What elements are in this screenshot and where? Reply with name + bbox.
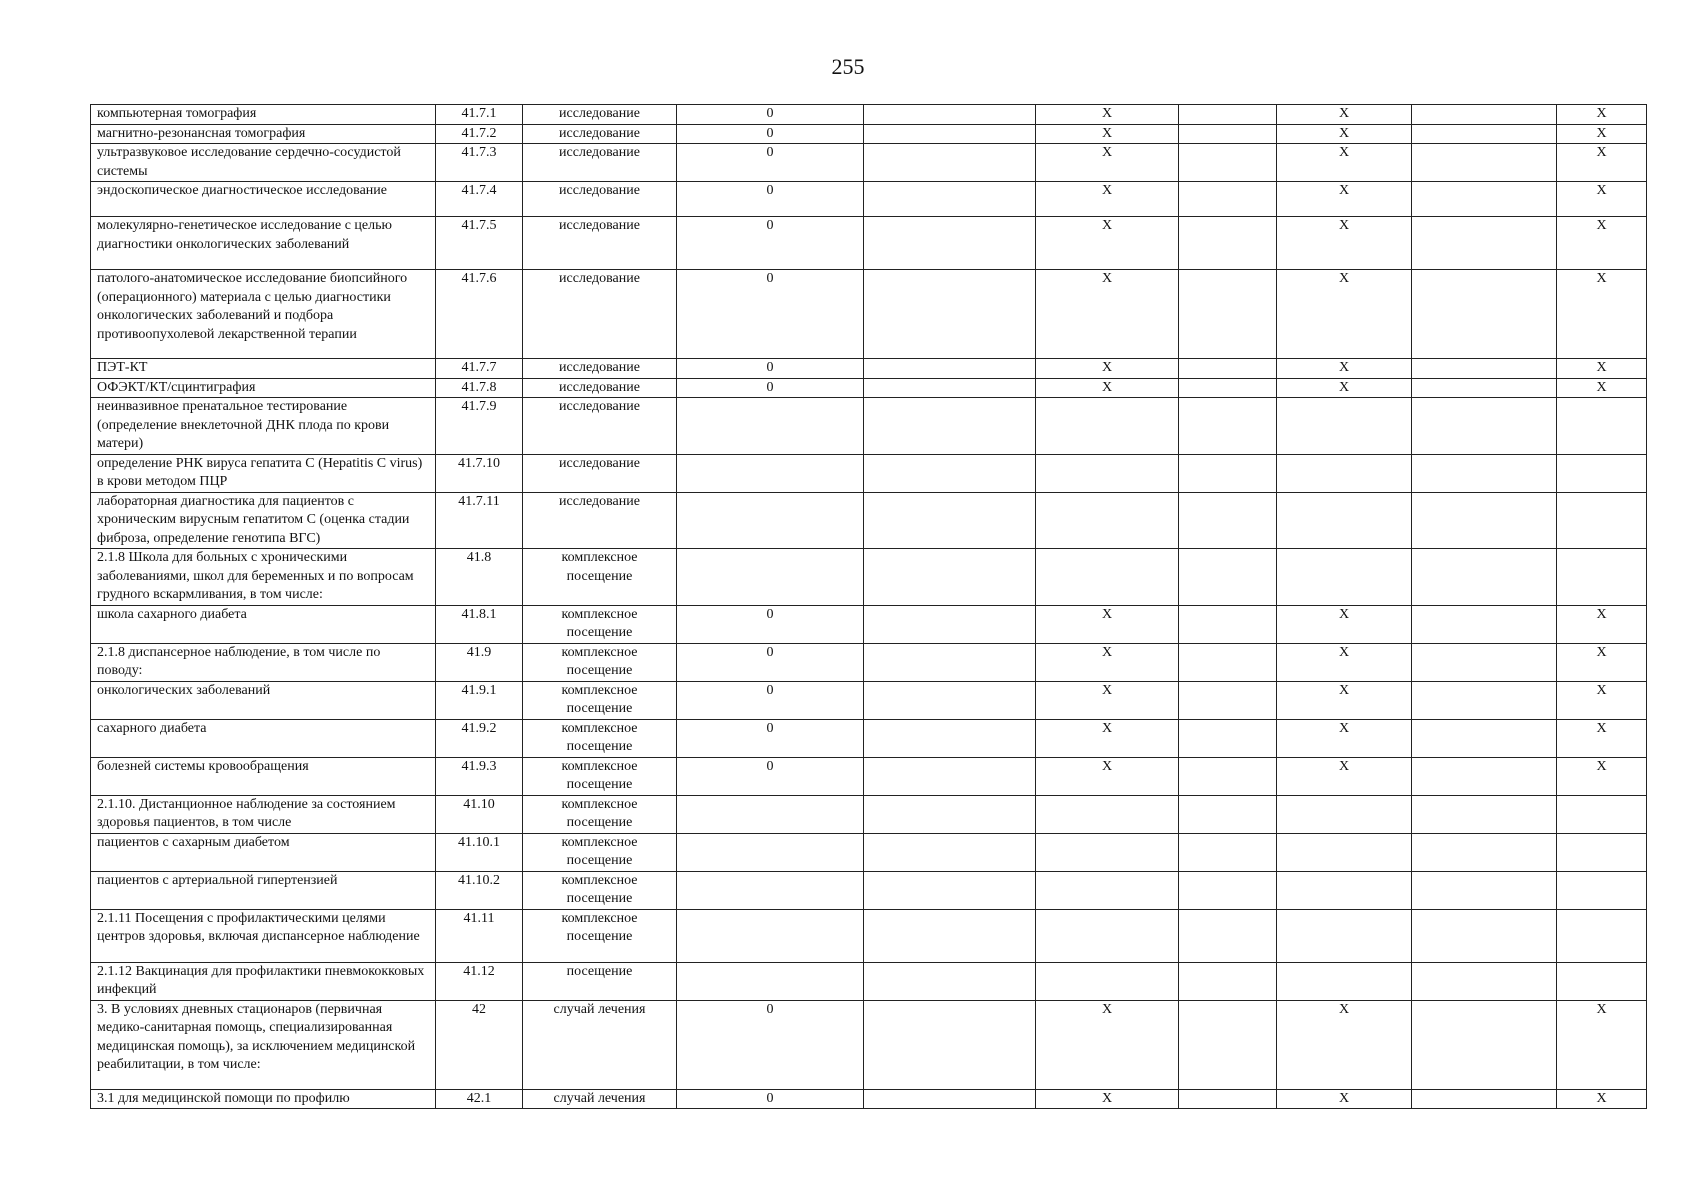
row-value-cell: 0 bbox=[677, 1089, 864, 1109]
row-mark-cell bbox=[1277, 871, 1412, 909]
row-mark-cell: X bbox=[1036, 124, 1179, 144]
row-mark-cell: X bbox=[1557, 105, 1647, 125]
row-mark-cell: X bbox=[1277, 217, 1412, 270]
row-name-cell: ОФЭКТ/КТ/сцинтиграфия bbox=[91, 378, 436, 398]
table-row bbox=[91, 833, 1647, 871]
row-mark-cell bbox=[1277, 454, 1412, 492]
row-empty-cell bbox=[864, 454, 1036, 492]
row-unit-cell: исследование bbox=[523, 359, 677, 379]
table-body bbox=[91, 105, 1647, 1109]
table-row bbox=[91, 1089, 1647, 1109]
row-code-cell: 41.9 bbox=[436, 643, 523, 681]
row-code-cell: 41.10.2 bbox=[436, 871, 523, 909]
row-empty-cell bbox=[1412, 757, 1557, 795]
table-row bbox=[91, 144, 1647, 182]
row-empty-cell bbox=[1179, 359, 1277, 379]
row-mark-cell: X bbox=[1557, 605, 1647, 643]
row-code-cell: 41.7.5 bbox=[436, 217, 523, 270]
row-mark-cell: X bbox=[1036, 270, 1179, 359]
table-row bbox=[91, 909, 1647, 962]
row-empty-cell bbox=[1179, 124, 1277, 144]
row-name-cell: пациентов с артериальной гипертензией bbox=[91, 871, 436, 909]
row-empty-cell bbox=[1412, 962, 1557, 1000]
row-mark-cell bbox=[1036, 833, 1179, 871]
row-code-cell: 41.7.9 bbox=[436, 398, 523, 455]
row-mark-cell: X bbox=[1036, 605, 1179, 643]
table-row bbox=[91, 454, 1647, 492]
row-mark-cell bbox=[1557, 549, 1647, 606]
row-empty-cell bbox=[1412, 270, 1557, 359]
row-empty-cell bbox=[1179, 1089, 1277, 1109]
row-mark-cell bbox=[1277, 549, 1412, 606]
row-name-cell: ПЭТ-КТ bbox=[91, 359, 436, 379]
row-empty-cell bbox=[864, 643, 1036, 681]
row-mark-cell bbox=[1277, 398, 1412, 455]
row-empty-cell bbox=[1412, 719, 1557, 757]
row-value-cell: 0 bbox=[677, 757, 864, 795]
row-mark-cell bbox=[1036, 795, 1179, 833]
row-mark-cell bbox=[1036, 492, 1179, 549]
row-mark-cell: X bbox=[1277, 681, 1412, 719]
row-empty-cell bbox=[1412, 492, 1557, 549]
row-value-cell: 0 bbox=[677, 681, 864, 719]
row-mark-cell: X bbox=[1277, 105, 1412, 125]
row-value-cell bbox=[677, 962, 864, 1000]
row-empty-cell bbox=[1179, 871, 1277, 909]
row-empty-cell bbox=[1412, 398, 1557, 455]
row-empty-cell bbox=[1179, 909, 1277, 962]
row-mark-cell bbox=[1036, 962, 1179, 1000]
row-code-cell: 41.7.7 bbox=[436, 359, 523, 379]
row-empty-cell bbox=[1179, 605, 1277, 643]
row-name-cell: магнитно-резонансная томография bbox=[91, 124, 436, 144]
row-mark-cell: X bbox=[1557, 217, 1647, 270]
row-unit-cell: комплексное посещение bbox=[523, 643, 677, 681]
row-empty-cell bbox=[1179, 1000, 1277, 1089]
row-name-cell: 2.1.12 Вакцинация для профилактики пневмококковых инфекций bbox=[91, 962, 436, 1000]
row-unit-cell: исследование bbox=[523, 105, 677, 125]
row-unit-cell: комплексное посещение bbox=[523, 549, 677, 606]
row-mark-cell: X bbox=[1277, 270, 1412, 359]
row-empty-cell bbox=[1412, 124, 1557, 144]
row-value-cell bbox=[677, 909, 864, 962]
row-name-cell: ультразвуковое исследование сердечно-сосудистой системы bbox=[91, 144, 436, 182]
row-code-cell: 41.12 bbox=[436, 962, 523, 1000]
row-unit-cell: комплексное посещение bbox=[523, 605, 677, 643]
row-empty-cell bbox=[864, 359, 1036, 379]
row-code-cell: 42.1 bbox=[436, 1089, 523, 1109]
row-empty-cell bbox=[1412, 1089, 1557, 1109]
table-row bbox=[91, 962, 1647, 1000]
row-code-cell: 41.7.6 bbox=[436, 270, 523, 359]
row-empty-cell bbox=[864, 1000, 1036, 1089]
row-mark-cell: X bbox=[1036, 643, 1179, 681]
row-unit-cell: исследование bbox=[523, 182, 677, 217]
row-code-cell: 41.7.4 bbox=[436, 182, 523, 217]
row-empty-cell bbox=[864, 182, 1036, 217]
row-mark-cell bbox=[1557, 454, 1647, 492]
row-mark-cell: X bbox=[1277, 605, 1412, 643]
row-mark-cell bbox=[1036, 909, 1179, 962]
row-mark-cell: X bbox=[1036, 217, 1179, 270]
row-mark-cell: X bbox=[1557, 643, 1647, 681]
table-row bbox=[91, 217, 1647, 270]
row-unit-cell: исследование bbox=[523, 270, 677, 359]
row-name-cell: онкологических заболеваний bbox=[91, 681, 436, 719]
row-empty-cell bbox=[1412, 217, 1557, 270]
row-empty-cell bbox=[864, 909, 1036, 962]
row-unit-cell: комплексное посещение bbox=[523, 833, 677, 871]
row-mark-cell: X bbox=[1557, 681, 1647, 719]
row-empty-cell bbox=[1412, 871, 1557, 909]
row-mark-cell: X bbox=[1036, 719, 1179, 757]
row-code-cell: 41.9.2 bbox=[436, 719, 523, 757]
row-empty-cell bbox=[1179, 105, 1277, 125]
row-mark-cell: X bbox=[1557, 359, 1647, 379]
row-empty-cell bbox=[1179, 270, 1277, 359]
row-empty-cell bbox=[1179, 398, 1277, 455]
row-mark-cell: X bbox=[1557, 757, 1647, 795]
row-mark-cell: X bbox=[1557, 1089, 1647, 1109]
row-mark-cell: X bbox=[1036, 1000, 1179, 1089]
row-mark-cell: X bbox=[1036, 105, 1179, 125]
row-unit-cell: исследование bbox=[523, 454, 677, 492]
row-unit-cell: исследование bbox=[523, 144, 677, 182]
row-empty-cell bbox=[864, 217, 1036, 270]
row-empty-cell bbox=[864, 962, 1036, 1000]
table-row bbox=[91, 105, 1647, 125]
row-empty-cell bbox=[1179, 962, 1277, 1000]
row-mark-cell: X bbox=[1277, 182, 1412, 217]
row-name-cell: пациентов с сахарным диабетом bbox=[91, 833, 436, 871]
row-empty-cell bbox=[864, 833, 1036, 871]
row-empty-cell bbox=[864, 398, 1036, 455]
row-value-cell: 0 bbox=[677, 144, 864, 182]
table-row bbox=[91, 1000, 1647, 1089]
row-empty-cell bbox=[1179, 681, 1277, 719]
row-empty-cell bbox=[1179, 833, 1277, 871]
row-code-cell: 41.10.1 bbox=[436, 833, 523, 871]
row-mark-cell: X bbox=[1036, 378, 1179, 398]
row-unit-cell: комплексное посещение bbox=[523, 719, 677, 757]
row-mark-cell bbox=[1277, 833, 1412, 871]
row-value-cell bbox=[677, 833, 864, 871]
row-empty-cell bbox=[1412, 359, 1557, 379]
row-empty-cell bbox=[1179, 719, 1277, 757]
table-row bbox=[91, 719, 1647, 757]
row-empty-cell bbox=[864, 105, 1036, 125]
row-value-cell bbox=[677, 454, 864, 492]
row-mark-cell: X bbox=[1036, 182, 1179, 217]
table-row bbox=[91, 605, 1647, 643]
row-code-cell: 41.7.1 bbox=[436, 105, 523, 125]
row-empty-cell bbox=[1179, 217, 1277, 270]
row-value-cell: 0 bbox=[677, 643, 864, 681]
table-row bbox=[91, 643, 1647, 681]
table-row bbox=[91, 492, 1647, 549]
row-code-cell: 42 bbox=[436, 1000, 523, 1089]
row-unit-cell: исследование bbox=[523, 217, 677, 270]
row-unit-cell: комплексное посещение bbox=[523, 795, 677, 833]
row-value-cell: 0 bbox=[677, 217, 864, 270]
table-row bbox=[91, 757, 1647, 795]
row-name-cell: сахарного диабета bbox=[91, 719, 436, 757]
row-mark-cell: X bbox=[1557, 124, 1647, 144]
row-unit-cell: комплексное посещение bbox=[523, 757, 677, 795]
row-value-cell bbox=[677, 398, 864, 455]
row-empty-cell bbox=[1412, 378, 1557, 398]
row-code-cell: 41.11 bbox=[436, 909, 523, 962]
table-row bbox=[91, 270, 1647, 359]
row-unit-cell: случай лечения bbox=[523, 1089, 677, 1109]
row-mark-cell: X bbox=[1557, 144, 1647, 182]
row-value-cell: 0 bbox=[677, 1000, 864, 1089]
row-mark-cell: X bbox=[1036, 1089, 1179, 1109]
row-name-cell: 2.1.10. Дистанционное наблюдение за состоянием здоровья пациентов, в том числе bbox=[91, 795, 436, 833]
row-mark-cell bbox=[1557, 962, 1647, 1000]
row-value-cell bbox=[677, 549, 864, 606]
page-number: 255 bbox=[831, 54, 865, 79]
row-value-cell: 0 bbox=[677, 378, 864, 398]
row-mark-cell: X bbox=[1277, 144, 1412, 182]
row-mark-cell: X bbox=[1557, 1000, 1647, 1089]
row-mark-cell bbox=[1036, 454, 1179, 492]
row-mark-cell: X bbox=[1036, 359, 1179, 379]
row-mark-cell: X bbox=[1557, 182, 1647, 217]
row-mark-cell: X bbox=[1036, 681, 1179, 719]
row-value-cell: 0 bbox=[677, 105, 864, 125]
row-name-cell: неинвазивное пренатальное тестирование (определение внеклеточной ДНК плода по крови матери) bbox=[91, 398, 436, 455]
row-code-cell: 41.9.3 bbox=[436, 757, 523, 795]
table-row bbox=[91, 398, 1647, 455]
row-mark-cell bbox=[1036, 549, 1179, 606]
row-empty-cell bbox=[1179, 492, 1277, 549]
row-unit-cell: исследование bbox=[523, 124, 677, 144]
row-mark-cell bbox=[1277, 492, 1412, 549]
row-code-cell: 41.9.1 bbox=[436, 681, 523, 719]
row-mark-cell: X bbox=[1557, 719, 1647, 757]
table-row bbox=[91, 182, 1647, 217]
row-unit-cell: случай лечения bbox=[523, 1000, 677, 1089]
row-empty-cell bbox=[1412, 909, 1557, 962]
row-empty-cell bbox=[1179, 795, 1277, 833]
row-code-cell: 41.7.3 bbox=[436, 144, 523, 182]
row-empty-cell bbox=[1179, 182, 1277, 217]
row-empty-cell bbox=[1412, 681, 1557, 719]
row-unit-cell: комплексное посещение bbox=[523, 871, 677, 909]
row-unit-cell: исследование bbox=[523, 378, 677, 398]
row-mark-cell: X bbox=[1277, 643, 1412, 681]
row-value-cell: 0 bbox=[677, 605, 864, 643]
row-mark-cell bbox=[1557, 795, 1647, 833]
row-mark-cell bbox=[1036, 398, 1179, 455]
row-mark-cell bbox=[1277, 962, 1412, 1000]
row-mark-cell: X bbox=[1036, 144, 1179, 182]
row-mark-cell: X bbox=[1277, 1000, 1412, 1089]
row-value-cell: 0 bbox=[677, 124, 864, 144]
row-name-cell: 3.1 для медицинской помощи по профилю bbox=[91, 1089, 436, 1109]
row-empty-cell bbox=[1179, 757, 1277, 795]
table-row bbox=[91, 681, 1647, 719]
row-code-cell: 41.10 bbox=[436, 795, 523, 833]
row-code-cell: 41.8.1 bbox=[436, 605, 523, 643]
table-row bbox=[91, 871, 1647, 909]
row-name-cell: компьютерная томография bbox=[91, 105, 436, 125]
row-mark-cell bbox=[1557, 492, 1647, 549]
row-empty-cell bbox=[864, 549, 1036, 606]
row-empty-cell bbox=[864, 1089, 1036, 1109]
row-empty-cell bbox=[1412, 605, 1557, 643]
row-mark-cell: X bbox=[1277, 378, 1412, 398]
row-name-cell: молекулярно-генетическое исследование с целью диагностики онкологических заболеваний bbox=[91, 217, 436, 270]
row-empty-cell bbox=[864, 757, 1036, 795]
row-empty-cell bbox=[864, 871, 1036, 909]
row-unit-cell: комплексное посещение bbox=[523, 681, 677, 719]
row-empty-cell bbox=[1412, 549, 1557, 606]
row-code-cell: 41.7.10 bbox=[436, 454, 523, 492]
row-name-cell: 3. В условиях дневных стационаров (первичная медико-санитарная помощь, специализированная медицинская помощь), за исключением медицинской реабилитации, в том числе: bbox=[91, 1000, 436, 1089]
row-empty-cell bbox=[1412, 182, 1557, 217]
table-row bbox=[91, 549, 1647, 606]
row-name-cell: 2.1.11 Посещения с профилактическими целями центров здоровья, включая диспансерное наблюдение bbox=[91, 909, 436, 962]
row-value-cell bbox=[677, 871, 864, 909]
row-code-cell: 41.7.11 bbox=[436, 492, 523, 549]
row-empty-cell bbox=[864, 719, 1036, 757]
row-empty-cell bbox=[1412, 454, 1557, 492]
row-empty-cell bbox=[1412, 105, 1557, 125]
row-value-cell: 0 bbox=[677, 359, 864, 379]
row-mark-cell bbox=[1557, 871, 1647, 909]
row-empty-cell bbox=[864, 681, 1036, 719]
row-name-cell: болезней системы кровообращения bbox=[91, 757, 436, 795]
row-empty-cell bbox=[1412, 643, 1557, 681]
row-name-cell: патолого-анатомическое исследование биопсийного (операционного) материала с целью диагностики онкологических заболеваний и подбора противоопухолевой лекарственной терапии bbox=[91, 270, 436, 359]
row-name-cell: 2.1.8 диспансерное наблюдение, в том числе по поводу: bbox=[91, 643, 436, 681]
row-empty-cell bbox=[864, 270, 1036, 359]
row-name-cell: эндоскопическое диагностическое исследование bbox=[91, 182, 436, 217]
row-name-cell: определение РНК вируса гепатита С (Hepatitis C virus) в крови методом ПЦР bbox=[91, 454, 436, 492]
row-empty-cell bbox=[1412, 833, 1557, 871]
row-name-cell: 2.1.8 Школа для больных с хроническими заболеваниями, школ для беременных и по вопросам грудного вскармливания, в том числе: bbox=[91, 549, 436, 606]
row-value-cell bbox=[677, 492, 864, 549]
row-value-cell: 0 bbox=[677, 270, 864, 359]
row-empty-cell bbox=[864, 492, 1036, 549]
row-mark-cell: X bbox=[1036, 757, 1179, 795]
tariff-table bbox=[90, 104, 1647, 1109]
row-mark-cell bbox=[1557, 909, 1647, 962]
row-mark-cell bbox=[1557, 833, 1647, 871]
row-mark-cell: X bbox=[1277, 1089, 1412, 1109]
row-unit-cell: исследование bbox=[523, 398, 677, 455]
row-empty-cell bbox=[1412, 795, 1557, 833]
row-mark-cell: X bbox=[1557, 378, 1647, 398]
row-mark-cell: X bbox=[1277, 124, 1412, 144]
row-value-cell bbox=[677, 795, 864, 833]
row-mark-cell: X bbox=[1277, 719, 1412, 757]
row-mark-cell bbox=[1277, 909, 1412, 962]
row-empty-cell bbox=[864, 605, 1036, 643]
row-unit-cell: исследование bbox=[523, 492, 677, 549]
row-name-cell: школа сахарного диабета bbox=[91, 605, 436, 643]
row-empty-cell bbox=[864, 144, 1036, 182]
table-row bbox=[91, 359, 1647, 379]
row-mark-cell bbox=[1277, 795, 1412, 833]
row-code-cell: 41.7.2 bbox=[436, 124, 523, 144]
row-empty-cell bbox=[1179, 643, 1277, 681]
row-empty-cell bbox=[1179, 378, 1277, 398]
table-row bbox=[91, 795, 1647, 833]
row-value-cell: 0 bbox=[677, 182, 864, 217]
row-name-cell: лабораторная диагностика для пациентов с хроническим вирусным гепатитом С (оценка стадии фиброза, определение генотипа ВГС) bbox=[91, 492, 436, 549]
row-mark-cell: X bbox=[1277, 757, 1412, 795]
row-mark-cell: X bbox=[1277, 359, 1412, 379]
row-mark-cell: X bbox=[1557, 270, 1647, 359]
row-unit-cell: посещение bbox=[523, 962, 677, 1000]
table-row bbox=[91, 124, 1647, 144]
row-unit-cell: комплексное посещение bbox=[523, 909, 677, 962]
row-empty-cell bbox=[1412, 144, 1557, 182]
row-empty-cell bbox=[864, 124, 1036, 144]
row-mark-cell bbox=[1557, 398, 1647, 455]
row-mark-cell bbox=[1036, 871, 1179, 909]
row-value-cell: 0 bbox=[677, 719, 864, 757]
row-empty-cell bbox=[1412, 1000, 1557, 1089]
row-empty-cell bbox=[1179, 549, 1277, 606]
row-code-cell: 41.7.8 bbox=[436, 378, 523, 398]
row-empty-cell bbox=[864, 795, 1036, 833]
row-empty-cell bbox=[1179, 454, 1277, 492]
row-empty-cell bbox=[1179, 144, 1277, 182]
table-row bbox=[91, 378, 1647, 398]
row-empty-cell bbox=[864, 378, 1036, 398]
row-code-cell: 41.8 bbox=[436, 549, 523, 606]
